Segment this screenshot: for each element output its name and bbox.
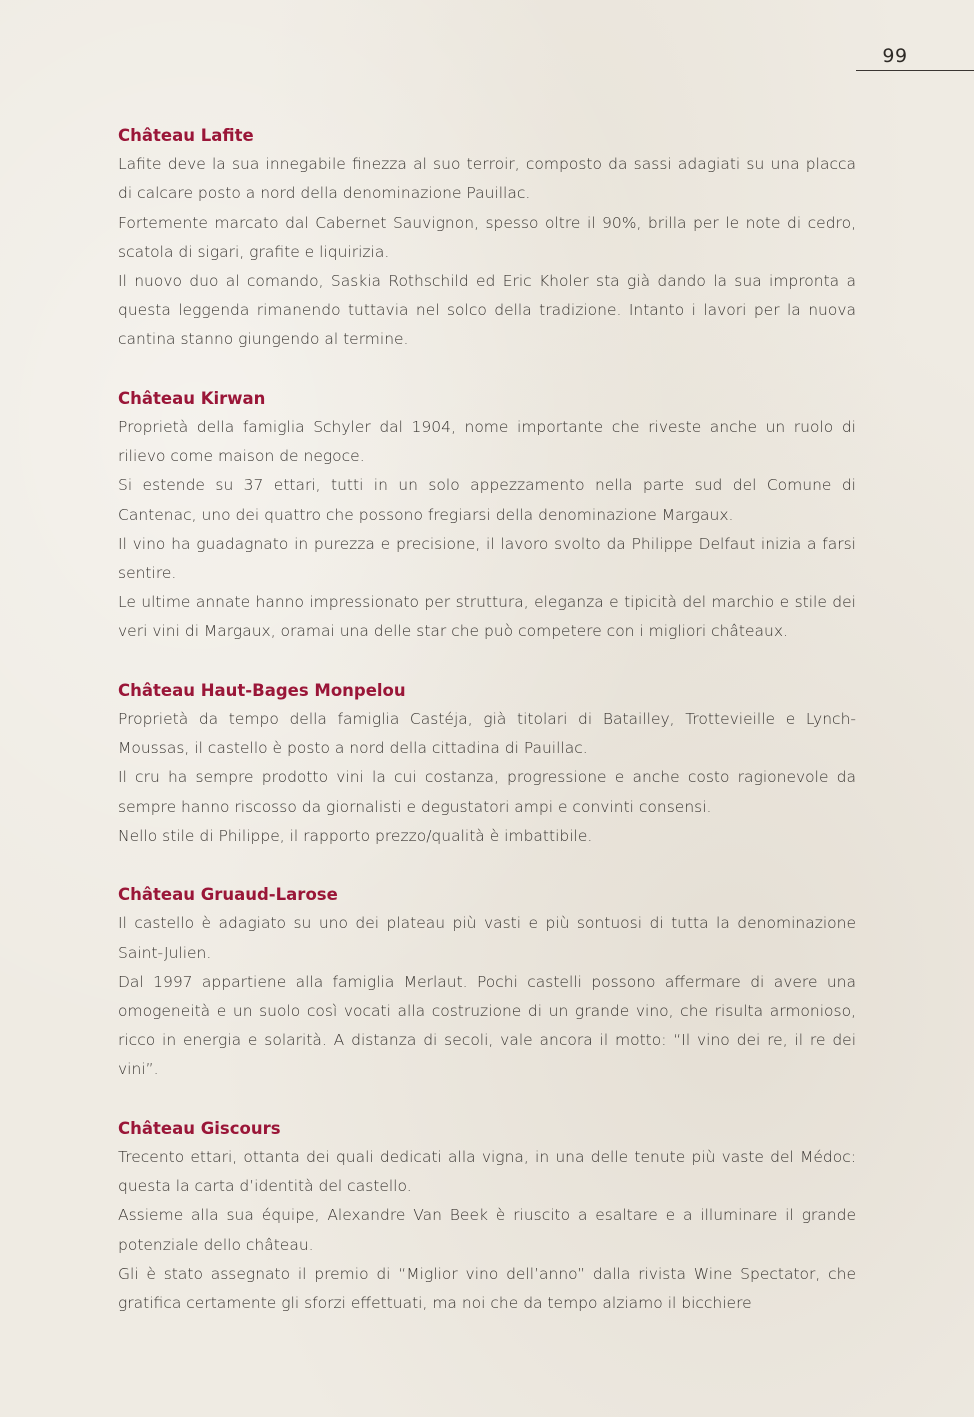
- paragraph: Proprietà da tempo della famiglia Castéja, già titolari di Batailley, Trottevieille e Lynch-Moussas, il castello è posto a nord della cittadina di Pauillac.: [118, 709, 856, 758]
- page-number: 99: [882, 45, 908, 67]
- section-chateau-haut-bages-monpelou: [118, 676, 856, 851]
- paragraph: Dal 1997 appartiene alla famiglia Merlaut. Pochi castelli possono affermare di avere una omogeneità e un suolo così vocati alla costruzione di un grande vino, che risulta armonioso, ricco in energia e solarità. A distanza di secoli, vale ancora il motto: “Il vino dei re, il re dei vini”.: [118, 972, 856, 1079]
- paragraph: Trecento ettari, ottanta dei quali dedicati alla vigna, in una delle tenute più vaste del Médoc: questa la carta d’identità del castello.: [118, 1147, 856, 1196]
- header-rule: [856, 70, 974, 71]
- section-chateau-gruaud-larose: [118, 880, 856, 1084]
- section-chateau-giscours: [118, 1114, 856, 1318]
- section-title: Château Haut-Bages Monpelou: [118, 680, 406, 700]
- section-title: Château Giscours: [118, 1118, 281, 1138]
- paragraph: Lafite deve la sua innegabile finezza al suo terroir, composto da sassi adagiati su una placca di calcare posto a nord della denominazione Pauillac.: [118, 155, 856, 203]
- paragraph: Proprietà della famiglia Schyler dal 1904, nome importante che riveste anche un ruolo di rilievo come maison de negoce.: [118, 417, 856, 466]
- paragraph: Le ultime annate hanno impressionato per struttura, eleganza e tipicità del marchio e stile dei veri vini di Margaux, oramai una delle star che può competere con i migliori châteaux.: [118, 593, 856, 641]
- paragraph: Il cru ha sempre prodotto vini la cui costanza, progressione e anche costo ragionevole da sempre hanno riscosso da giornalisti e degustatori ampi e convinti consensi.: [118, 768, 856, 816]
- paragraph: Il castello è adagiato su uno dei plateau più vasti e più sontuosi di tutta la denominazione Saint-Julien.: [118, 914, 856, 962]
- paragraph: Si estende su 37 ettari, tutti in un solo appezzamento nella parte sud del Comune di Cantenac, uno dei quattro che possono fregiarsi della denominazione Margaux.: [118, 476, 856, 524]
- paragraph: Il vino ha guadagnato in purezza e precisione, il lavoro svolto da Philippe Delfaut inizia a farsi sentire.: [118, 534, 856, 582]
- paragraph: Fortemente marcato dal Cabernet Sauvignon, spesso oltre il 90%, brilla per le note di cedro, scatola di sigari, grafite e liquirizia.: [118, 213, 856, 261]
- section-chateau-lafite: [118, 121, 856, 355]
- section-title: Château Kirwan: [118, 388, 266, 408]
- paragraph: Il nuovo duo al comando, Saskia Rothschild ed Eric Kholer sta già dando la sua impronta a questa leggenda rimanendo tuttavia nel solco della tradizione. Intanto i lavori per la nuova cantina stanno giungendo al termine.: [118, 272, 856, 349]
- paragraph: Nello stile di Philippe, il rapporto prezzo/qualità è imbattibile.: [118, 826, 593, 845]
- section-title: Château Lafite: [118, 126, 254, 145]
- page-body: [118, 121, 856, 1347]
- paragraph: Assieme alla sua équipe, Alexandre Van Beek è riuscito a esaltare e a illuminare il grande potenziale dello château.: [118, 1206, 856, 1254]
- paragraph: Gli è stato assegnato il premio di “Miglior vino dell’anno” dalla rivista Wine Spectator, che gratifica certamente gli sforzi effettuati, ma noi che da tempo alziamo il bicchiere: [118, 1264, 856, 1312]
- section-chateau-kirwan: [118, 384, 856, 647]
- section-title: Château Gruaud-Larose: [118, 885, 338, 905]
